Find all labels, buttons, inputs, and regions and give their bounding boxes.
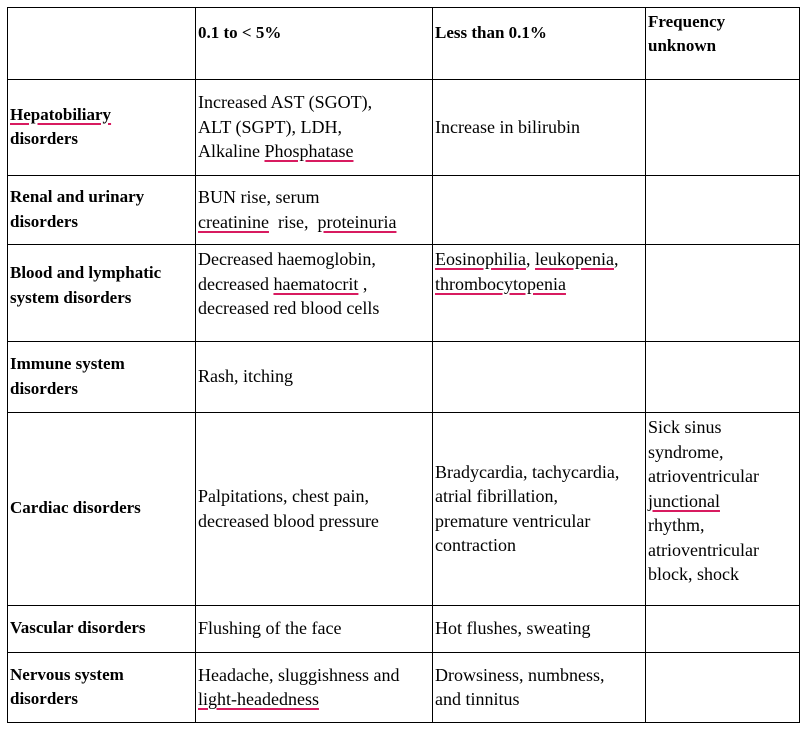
blood-rare-sep1: ,	[526, 249, 535, 269]
cell-vascular-rare: Hot flushes, sweating	[433, 606, 646, 653]
blood-common-line1: Decreased haemoglobin,	[198, 249, 376, 269]
cardiac-unknown-line4: junctional	[648, 490, 720, 511]
label-immune-line1: Immune system	[10, 354, 125, 373]
cell-immune-rare	[433, 342, 646, 413]
label-nervous-line2: disorders	[10, 689, 78, 708]
adverse-reactions-table	[7, 7, 800, 723]
table-row	[8, 413, 800, 606]
cardiac-common-line1: Palpitations, chest pain,	[198, 486, 369, 506]
row-label-nervous	[8, 653, 196, 723]
cardiac-unknown-line7: block, shock	[648, 564, 739, 584]
label-immune-line2: disorders	[10, 378, 78, 398]
blood-rare-word2: leukopenia	[535, 249, 614, 269]
label-blood-line2: system disorders	[10, 287, 132, 307]
cell-immune-common: Rash, itching	[196, 342, 433, 413]
nervous-rare-line2: and tinnitus	[435, 689, 520, 709]
label-hepatobiliary-part1: Hepatobiliary	[10, 104, 112, 124]
renal-common-line1: BUN rise, serum	[198, 187, 320, 207]
cell-cardiac-rare	[433, 413, 646, 606]
cell-renal-rare	[433, 176, 646, 245]
row-label-cardiac: Cardiac disorders	[8, 413, 196, 606]
header-col-frequency-rare: Less than 0.1%	[433, 8, 646, 80]
cell-nervous-rare	[433, 653, 646, 723]
nervous-common-line1: Headache, sluggishness and	[198, 664, 400, 685]
label-renal-line1: Renal and urinary	[10, 187, 145, 206]
blood-rare-word1: Eosinophilia	[435, 249, 526, 269]
cell-blood-common	[196, 245, 433, 342]
cell-nervous-common	[196, 653, 433, 723]
row-label-renal	[8, 176, 196, 245]
blood-common-line2c: ,	[358, 273, 368, 294]
blood-common-line3: decreased red blood cells	[198, 298, 380, 318]
cell-nervous-unknown	[646, 653, 800, 723]
header-col-frequency-unknown	[646, 8, 800, 80]
label-hepatobiliary-part2: disorders	[10, 129, 78, 148]
cardiac-unknown-line2: syndrome,	[648, 441, 724, 462]
table-row	[8, 245, 800, 342]
cell-hepatobiliary-common	[196, 80, 433, 176]
label-blood-line1: Blood and lymphatic	[10, 263, 162, 282]
cardiac-common-line2: decreased blood pressure	[198, 510, 379, 531]
cardiac-rare-line4: contraction	[435, 535, 516, 555]
cell-blood-unknown	[646, 245, 800, 342]
table-row	[8, 80, 800, 176]
renal-common-word2: proteinuria	[317, 211, 397, 232]
cell-cardiac-common	[196, 413, 433, 606]
cell-immune-unknown	[646, 342, 800, 413]
blood-common-line2a: decreased	[198, 273, 274, 294]
hepatobiliary-common-line1: Increased AST (SGOT),	[198, 92, 373, 113]
header-col3-line2: unknown	[648, 35, 717, 55]
cell-hepatobiliary-unknown	[646, 80, 800, 176]
cardiac-rare-line3: premature ventricular	[435, 510, 591, 531]
hepatobiliary-common-line3b: Phosphatase	[264, 141, 354, 162]
hepatobiliary-common-line2: ALT (SGPT), LDH,	[198, 116, 343, 137]
cardiac-rare-line2: atrial fibrillation,	[435, 486, 558, 506]
cell-renal-unknown	[646, 176, 800, 245]
table-row	[8, 342, 800, 413]
blood-rare-sep2: ,	[613, 249, 619, 269]
header-col3-line1: Frequency	[648, 12, 726, 31]
label-nervous-line1: Nervous system	[10, 664, 124, 684]
row-label-vascular: Vascular disorders	[8, 606, 196, 653]
header-row	[8, 8, 800, 80]
hepatobiliary-common-line3a: Alkaline	[198, 141, 265, 162]
blood-rare-word3: thrombocytopenia	[435, 273, 566, 294]
cardiac-unknown-line5: rhythm,	[648, 515, 705, 535]
header-col-frequency-common: 0.1 to < 5%	[196, 8, 433, 80]
blood-common-line2b: haematocrit	[273, 273, 359, 294]
nervous-rare-line1: Drowsiness, numbness,	[435, 664, 605, 685]
cell-vascular-unknown	[646, 606, 800, 653]
cell-hepatobiliary-rare: Increase in bilirubin	[433, 80, 646, 176]
cardiac-unknown-line6: atrioventricular	[648, 539, 759, 560]
renal-common-word1: creatinine	[198, 211, 269, 232]
cardiac-unknown-line3: atrioventricular	[648, 466, 759, 486]
cardiac-unknown-line1: Sick sinus	[648, 417, 722, 437]
nervous-common-line2: light-headedness	[198, 689, 319, 709]
cell-blood-rare	[433, 245, 646, 342]
row-label-immune	[8, 342, 196, 413]
table-row	[8, 653, 800, 723]
cell-renal-common	[196, 176, 433, 245]
table-row	[8, 606, 800, 653]
table-row	[8, 176, 800, 245]
row-label-blood	[8, 245, 196, 342]
cardiac-rare-line1: Bradycardia, tachycardia,	[435, 461, 620, 482]
cell-vascular-common: Flushing of the face	[196, 606, 433, 653]
cell-cardiac-unknown	[646, 413, 800, 606]
header-blank-cell	[8, 8, 196, 80]
label-renal-line2: disorders	[10, 211, 78, 231]
row-label-hepatobiliary	[8, 80, 196, 176]
renal-common-mid: rise,	[268, 211, 318, 232]
